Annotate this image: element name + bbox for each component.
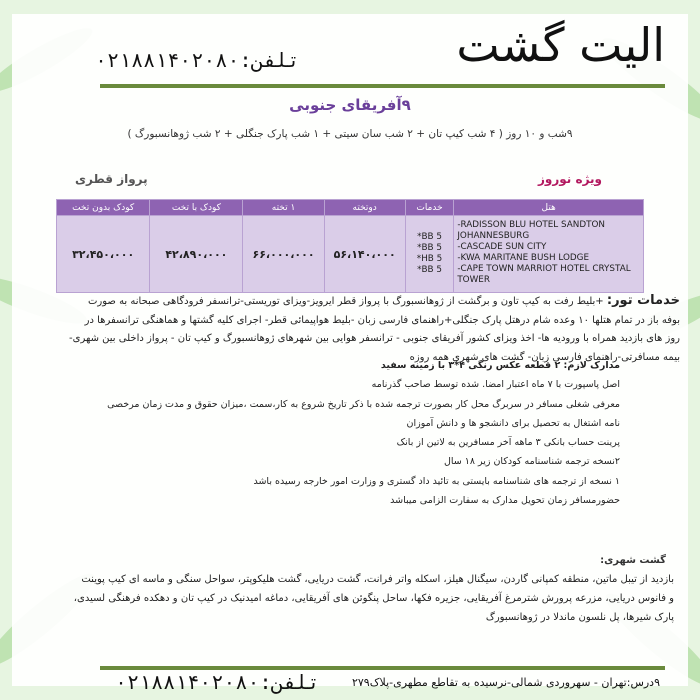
document-item: ۱ نسخه از ترجمه های شناسنامه بایستی به تائید داد گستری و وزارت امور خارجه رسیده باشد xyxy=(253,475,620,487)
services-line: بوفه باز در تمام هتلها ۱۰ وعده شام درهتل پارک جنگلی+راهنمای فارسی زبان -بلیط هواپیمائی قطر- اجرای کلیه گشتها و هماهنگی ترانسفرها در xyxy=(84,314,680,326)
city-tours-line: پارک شیرها، پل نلسون ماندلا در ژوهانسبورگ xyxy=(485,612,674,623)
footer-address: ۹درس:تهران - سهروردی شمالی-نرسیده به تقاطع مطهری-پلاک۲۷۹ xyxy=(351,676,660,689)
col-hotel: هتل xyxy=(454,200,644,216)
header-phone: تلفن:۰۲۱۸۸۱۴۰۲۰۸۰ xyxy=(95,48,300,72)
tour-itinerary: ۹شب و ۱۰ روز ( ۴ شب کیپ تان + ۲ شب سان سیتی + ۱ شب پارک جنگلی + ۲ شب ژوهانسبورگ ) xyxy=(127,128,573,140)
city-tours-line: بازدید از تیبل ماتین، منطقه کمپانی گاردن، سیگنال هیلز، اسکله واتر فرانت، گشت دریایی، گشت هلیکوپتر، سواحل سنگی و ماسه ای کیپ پوینت xyxy=(81,574,674,585)
services-line: روز های بازدید همراه با ورودیه ها- اخذ ویزای کشور آفریقای جنوبی - ترانسفر هوایی بین شهرهای ژوهانسبورگ و کیپ تان - پرواز داخلی بین شهری- xyxy=(69,333,680,344)
services-line: خدمات تور: +بلیط رفت به کیپ تاون و برگشت از ژوهانسبورگ با پرواز قطر ایرویز-ویزای توریستی-ترانسفر فرودگاهی صبحانه به صورت xyxy=(87,293,680,308)
price-single: ۶۶،۰۰۰،۰۰۰ xyxy=(243,216,324,293)
document-item: پرینت حساب بانکی ۳ ماهه آخر مسافرین به لاتین از بانک xyxy=(396,437,620,449)
price-table xyxy=(56,199,644,293)
document-item: حضورمسافر زمان تحویل مدارک به سفارت الزامی میباشد xyxy=(390,495,620,507)
footer-phone: تلفن:۰۲۱۸۸۱۴۰۲۰۸۰ xyxy=(115,670,320,694)
nowruz-tag: ویژه نوروز xyxy=(538,172,602,186)
service-item: BB 5* xyxy=(417,232,442,242)
hotel-name: -CAPE TOWN MARRIOT HOTEL CRYSTAL TOWER xyxy=(457,264,631,285)
required-documents xyxy=(60,356,620,510)
hotel-name: -RADISSON BLU HOTEL SANDTON JOHANNESBURG xyxy=(457,220,605,241)
brand-name: الیت گشت xyxy=(456,18,665,72)
hotel-name: -CASCADE SUN CITY xyxy=(457,242,547,252)
table-header-row xyxy=(57,200,644,216)
tour-title: ۹آفریقای جنوبی xyxy=(289,96,411,114)
service-list xyxy=(405,216,454,293)
document-item: ۲نسخه ترجمه شناسنامه کودکان زیر ۱۸ سال xyxy=(443,456,620,468)
services-label: خدمات تور: xyxy=(606,293,680,308)
price-child-no-bed: ۳۲،۴۵۰،۰۰۰ xyxy=(57,216,150,293)
col-child-no-bed: کودک بدون تخت xyxy=(57,200,150,216)
col-services: خدمات xyxy=(405,200,454,216)
airline-tag: پرواز قطری xyxy=(75,172,148,186)
price-double: ۵۶،۱۴۰،۰۰۰ xyxy=(324,216,405,293)
header xyxy=(95,18,665,80)
city-tours-label: گشت شهری: xyxy=(600,555,666,566)
services-line: بیمه مسافرتی-راهنمای فارسی زبان- گشت های شهری همه روزه xyxy=(409,351,680,363)
document-item: اصل پاسپورت با ۷ ماه اعتبار امضا. شده توسط صاحب گذرنامه xyxy=(371,379,620,391)
hotel-list xyxy=(454,216,644,293)
document-item: نامه اشتغال به تحصیل برای دانشجو ها و دانش آموزان xyxy=(406,417,620,429)
table-row xyxy=(57,216,644,293)
city-tours xyxy=(18,551,674,627)
document-item: معرفی شغلی مسافر در سربرگ محل کار بصورت ترجمه شده با ذکر تاریخ شروع به کار،سمت ،میزان حقوق و مدت زمان مرخصی xyxy=(107,398,620,410)
col-child-with-bed: کودک با تخت xyxy=(150,200,243,216)
service-item: BB 5* xyxy=(417,265,442,275)
hotel-name: -KWA MARITANE BUSH LODGE xyxy=(457,253,590,263)
document-item: مدارک لازم: ۲ قطعه عکس رنگی ۴*۳ با زمینه سفید xyxy=(380,360,620,371)
col-double: دوتخته xyxy=(324,200,405,216)
city-tours-line: و فانوس دریایی، مزرعه پرورش شترمرغ آفریقایی، جزیره فکها، ساحل پنگوئن های آفریقایی، دماغه امیدنیک در کیپ تان و دهکده فرهنگی لسیدی، xyxy=(73,593,674,604)
service-item: BB 5* xyxy=(417,243,442,253)
service-item: HB 5* xyxy=(416,254,443,264)
header-rule xyxy=(100,84,665,88)
col-single: ۱ تخته xyxy=(243,200,324,216)
price-child-with-bed: ۴۲،۸۹۰،۰۰۰ xyxy=(150,216,243,293)
